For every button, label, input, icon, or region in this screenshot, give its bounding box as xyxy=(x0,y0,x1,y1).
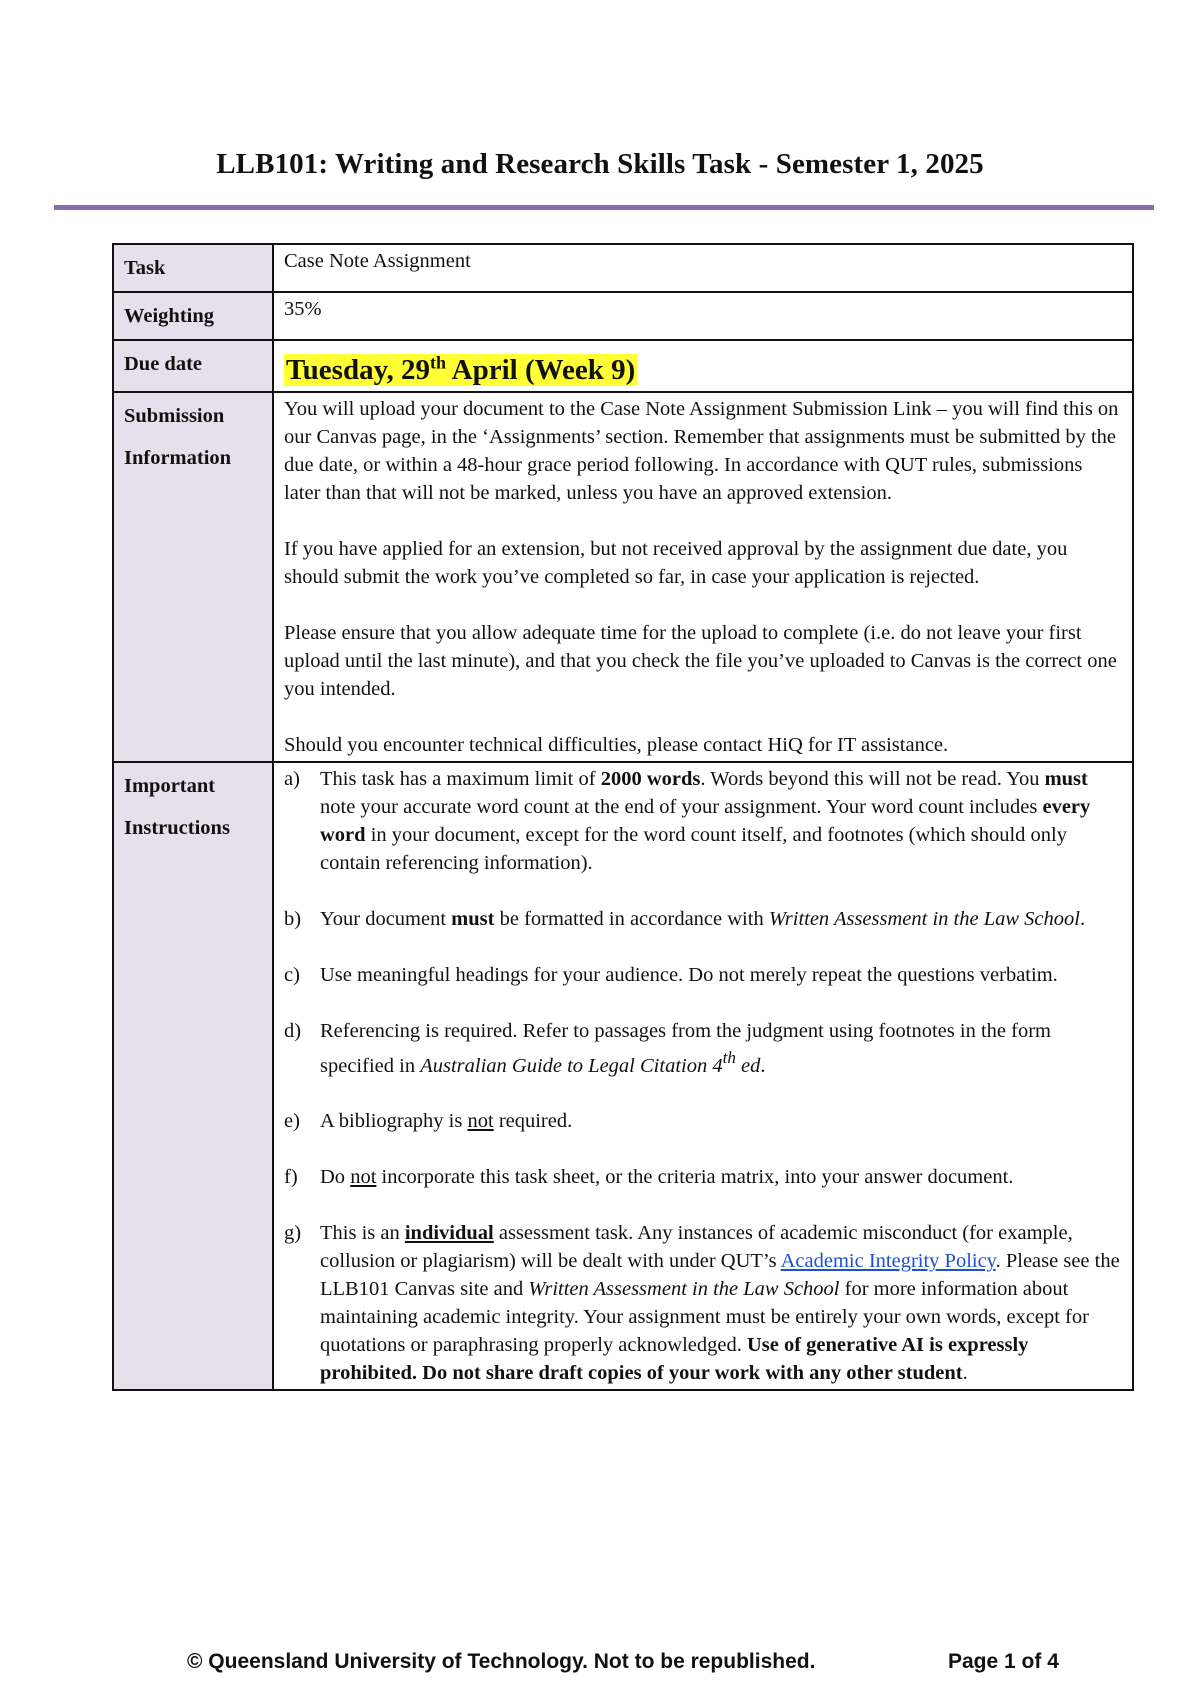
instruction-item-c: c) Use meaningful headings for your audience. Do not merely repeat the questions verbatim. xyxy=(284,963,1058,986)
submission-paragraph: Should you encounter technical difficulties, please contact HiQ for IT assistance. xyxy=(284,733,949,756)
instructions-row xyxy=(113,762,1133,1391)
instructions-list xyxy=(284,765,1122,1388)
academic-integrity-policy-link[interactable]: Academic Integrity Policy xyxy=(780,1250,996,1273)
submission-row xyxy=(113,392,1133,762)
weighting-label: Weighting xyxy=(113,292,273,340)
footer-copyright: © Queensland University of Technology. Not to be republished. xyxy=(187,1650,816,1673)
task-row xyxy=(113,244,1133,292)
footer-page-number: Page 1 of 4 xyxy=(948,1650,1059,1673)
page-title: LLB101: Writing and Research Skills Task - Semester 1, 2025 xyxy=(216,148,984,180)
instructions-label: Important Instructions xyxy=(113,762,273,1391)
instruction-item-b: b) Your document must be formatted in accordance with Written Assessment in the Law School. xyxy=(284,907,1086,930)
submission-info xyxy=(273,392,1133,762)
submission-paragraph: You will upload your document to the Case Note Assignment Submission Link – you will find this on our Canvas page, in the ‘Assignments’ section. Remember that assignments must be submitted by the due date, or within a 48-hour grace period following. In accordance with QUT rules, submissions later than that will not be marked, unless you have an approved extension. xyxy=(284,397,1119,504)
due-date-row xyxy=(113,340,1133,392)
submission-paragraph: Please ensure that you allow adequate time for the upload to complete (i.e. do not leave your first upload until the last minute), and that you check the file you’ve uploaded to Canvas is the correct one you intended. xyxy=(284,621,1117,700)
submission-label: Submission Information xyxy=(113,392,273,762)
submission-paragraph: If you have applied for an extension, but not received approval by the assignment due date, you should submit the work you’ve completed so far, in case your application is rejected. xyxy=(284,537,1068,588)
instruction-item-d: d) Referencing is required. Refer to passages from the judgment using footnotes in the form specified in Australian Guide to Legal Citation 4th ed. xyxy=(284,1019,1051,1077)
weighting-value: 35% xyxy=(273,292,1133,340)
instruction-item-g: g) This is an individual assessment task. Any instances of academic misconduct (for example, collusion or plagiarism) will be dealt with under QUT’s Academic Integrity Policy. Please see the LLB101 Canvas site and Written Assessment in the Law School for more information about maintaining academic integrity. Your assignment must be entirely your own words, except for quotations or paraphrasing properly acknowledged. Use of generative AI is expressly prohibited. Do not share draft copies of your work with any other student. xyxy=(284,1222,1120,1385)
instruction-item-e: e) A bibliography is not required. xyxy=(284,1110,573,1133)
instruction-item-f: f) Do not incorporate this task sheet, or the criteria matrix, into your answer document. xyxy=(284,1166,1014,1189)
instruction-item-a: a) This task has a maximum limit of 2000 words. Words beyond this will not be read. You must note your accurate word count at the end of your assignment. Your word count includes every word in your document, except for the word count itself, and footnotes (which should only contain referencing information). xyxy=(284,767,1091,874)
due-date-label: Due date xyxy=(113,340,273,392)
title-divider xyxy=(54,205,1154,210)
due-date-highlight: Tuesday, 29th April (Week 9) xyxy=(286,352,636,386)
weighting-row xyxy=(113,292,1133,340)
task-value: Case Note Assignment xyxy=(273,244,1133,292)
task-label: Task xyxy=(113,244,273,292)
due-date-value xyxy=(273,340,1133,392)
instructions-list-cell xyxy=(273,762,1133,1391)
task-details-table xyxy=(112,243,1134,1391)
